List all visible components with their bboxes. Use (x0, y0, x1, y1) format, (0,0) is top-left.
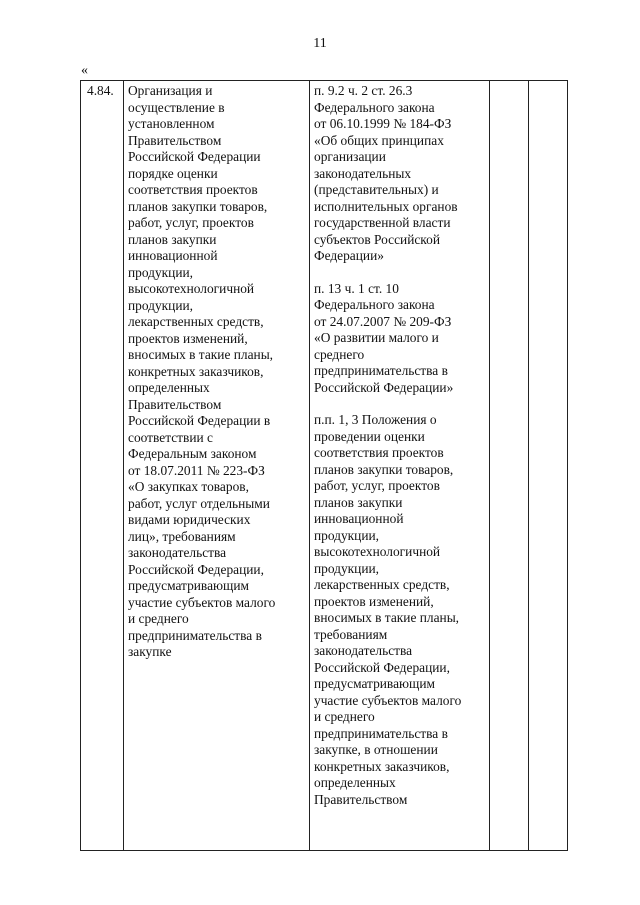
legal-basis-line: «Об общих принципах (314, 132, 444, 148)
description-line: работ, услуг, проектов (128, 215, 254, 230)
legal-basis-cell (310, 81, 490, 851)
description-line: участие субъектов малого (128, 594, 276, 610)
legal-basis-line: планов закупки товаров, (314, 461, 454, 477)
legal-basis-line: вносимых в такие планы, (314, 610, 460, 625)
legal-basis-line: «О развитии малого и (314, 330, 439, 345)
legal-basis-line: законодательных (314, 165, 412, 181)
paragraph-gap (314, 265, 485, 281)
description-line: соответствия проектов (128, 182, 258, 197)
description-line: от 18.07.2011 № 223-ФЗ (128, 462, 265, 478)
legal-basis-line: среднего (314, 346, 365, 362)
legal-basis-line: конкретных заказчиков, (314, 758, 450, 774)
legal-basis-line: соответствия проектов (314, 445, 444, 460)
legal-basis-line: п.п. 1, 3 Положения о (314, 412, 437, 427)
description-line: работ, услуг отдельными (128, 495, 270, 511)
legal-basis-line: законодательства (314, 643, 413, 658)
description-line: предпринимательства в (128, 627, 262, 643)
legal-basis-line: Российской Федерации» (314, 379, 454, 395)
legal-basis-line: определенных (314, 775, 396, 790)
description-line: лекарственных средств, (128, 314, 264, 329)
description-line: Правительством (128, 132, 222, 148)
legal-basis-line: продукции, (314, 560, 380, 576)
legal-basis-line: от 06.10.1999 № 184-ФЗ (314, 116, 452, 131)
legal-basis-line: работ, услуг, проектов (314, 478, 440, 493)
legal-basis-line: исполнительных органов (314, 198, 458, 214)
description-line: вносимых в такие планы, (128, 347, 274, 362)
legal-basis-line: требованиям (314, 626, 388, 642)
legal-basis-line: лекарственных средств, (314, 577, 450, 592)
empty-cell-5 (529, 81, 568, 851)
empty-cell-4 (490, 81, 529, 851)
legal-basis-line: предпринимательства в (314, 725, 448, 741)
legal-basis-line: проведении оценки (314, 428, 425, 444)
paragraph-gap (314, 396, 485, 412)
legal-basis-line: (представительных) и (314, 182, 439, 197)
description-line: Правительством (128, 396, 222, 412)
description-line: высокотехнологичной (128, 281, 255, 296)
description-line: конкретных заказчиков, (128, 363, 264, 379)
description-line: Российской Федерации в (128, 413, 271, 428)
opening-quote-mark: « (81, 63, 88, 78)
regulation-table (80, 80, 568, 851)
description-line: установленном (128, 116, 215, 131)
description-line: определенных (128, 380, 210, 395)
description-line: законодательства (128, 545, 227, 560)
description-line: предусматривающим (128, 578, 249, 593)
description-line: инновационной (128, 248, 218, 263)
legal-basis-line: государственной власти (314, 215, 451, 230)
legal-basis-line: Российской Федерации, (314, 659, 450, 675)
description-line: видами юридических (128, 512, 251, 527)
table-row (81, 81, 568, 851)
description-line: Организация и (128, 83, 213, 98)
legal-basis-line: и среднего (314, 709, 375, 724)
legal-basis-line: от 24.07.2007 № 209-ФЗ (314, 313, 452, 329)
row-number-cell (81, 81, 124, 851)
row-number: 4.84. (87, 83, 114, 98)
legal-basis-line: п. 13 ч. 1 ст. 10 (314, 280, 399, 296)
legal-basis-line: субъектов Российской (314, 231, 440, 247)
legal-basis-line: предпринимательства в (314, 363, 448, 378)
description-line: и среднего (128, 611, 189, 626)
description-line: закупке (128, 644, 172, 659)
description-line: соответствии с (128, 429, 213, 445)
description-line: продукции, (128, 297, 194, 313)
legal-basis-line: участие субъектов малого (314, 692, 462, 708)
description-line: «О закупках товаров, (128, 479, 249, 494)
legal-basis-line: закупке, в отношении (314, 742, 438, 757)
description-line: Российской Федерации (128, 149, 261, 164)
legal-basis-line: инновационной (314, 511, 404, 526)
legal-basis-line: продукции, (314, 527, 380, 543)
legal-basis-line: высокотехнологичной (314, 544, 441, 559)
legal-basis-line: планов закупки (314, 494, 403, 510)
legal-basis-line: предусматривающим (314, 676, 435, 691)
legal-basis-line: Федерального закона (314, 99, 435, 115)
description-line: проектов изменений, (128, 330, 248, 346)
legal-basis-line: Федерального закона (314, 297, 435, 312)
description-line: продукции, (128, 264, 194, 280)
description-line: порядке оценки (128, 165, 218, 181)
description-line: лиц», требованиям (128, 528, 236, 544)
description-cell (124, 81, 310, 851)
page-number: 11 (313, 36, 327, 51)
description-line: Российской Федерации, (128, 561, 264, 577)
legal-basis-line: проектов изменений, (314, 593, 434, 609)
legal-basis-line: организации (314, 149, 386, 164)
legal-basis-line: п. 9.2 ч. 2 ст. 26.3 (314, 83, 413, 98)
legal-basis-line: Федерации» (314, 248, 384, 263)
description-line: осуществление в (128, 99, 225, 115)
description-line: планов закупки (128, 231, 217, 247)
legal-basis-line: Правительством (314, 791, 408, 807)
description-line: планов закупки товаров, (128, 198, 268, 214)
description-line: Федеральным законом (128, 446, 257, 461)
